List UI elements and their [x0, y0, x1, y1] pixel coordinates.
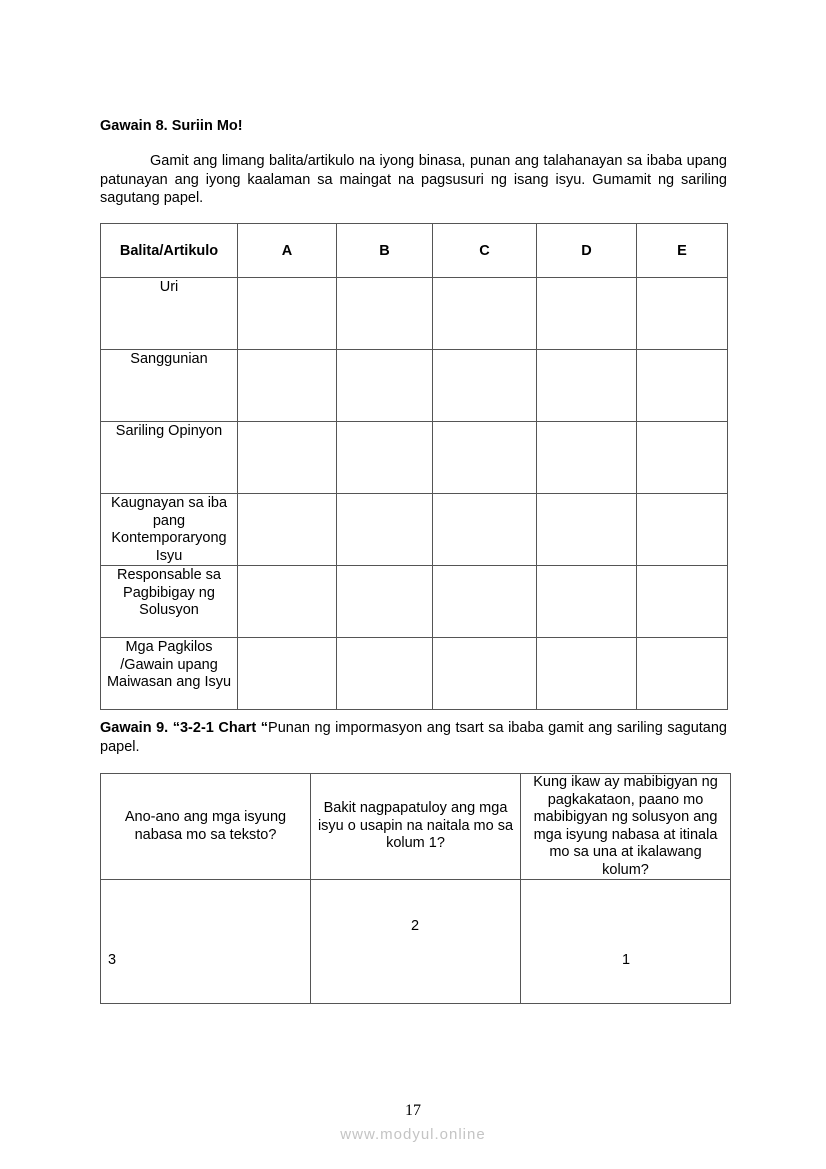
- count-label: 2: [411, 918, 420, 934]
- answer-cell[interactable]: [637, 422, 728, 494]
- header-d: D: [537, 224, 637, 278]
- row-label-responsable: Responsable sa Pagbibigay ng Solusyon: [101, 566, 238, 638]
- answer-cell[interactable]: [433, 494, 537, 566]
- answer-cell[interactable]: [433, 350, 537, 422]
- answer-cell[interactable]: [637, 566, 728, 638]
- table-row: [101, 422, 728, 494]
- answer-cell[interactable]: [637, 638, 728, 710]
- header-balita: Balita/Artikulo: [101, 224, 238, 278]
- table-header-row: [101, 774, 731, 880]
- answer-cell[interactable]: [238, 350, 337, 422]
- count-label: 3: [108, 952, 117, 968]
- answer-cell[interactable]: [433, 278, 537, 350]
- answer-cell[interactable]: [537, 494, 637, 566]
- answer-cell-1[interactable]: [521, 880, 731, 1004]
- answer-cell[interactable]: [337, 350, 433, 422]
- row-label-pagkilos: Mga Pagkilos /Gawain upang Maiwasan ang Isyu: [101, 638, 238, 710]
- answer-cell[interactable]: [537, 566, 637, 638]
- answer-cell[interactable]: [238, 278, 337, 350]
- header-col3: Kung ikaw ay mabibigyan ng pagkakataon, paano mo mabibigyan ng solusyon ang mga isyung nabasa at itinala mo sa una at ikalawang kolum?: [521, 774, 731, 880]
- answer-cell[interactable]: [337, 638, 433, 710]
- answer-cell[interactable]: [637, 350, 728, 422]
- table-header-row: [101, 224, 728, 278]
- header-c: C: [433, 224, 537, 278]
- header-a: A: [238, 224, 337, 278]
- answer-cell[interactable]: [433, 422, 537, 494]
- answer-cell[interactable]: [238, 422, 337, 494]
- row-label-sanggunian: Sanggunian: [101, 350, 238, 422]
- answer-cell[interactable]: [537, 422, 637, 494]
- answer-cell[interactable]: [433, 566, 537, 638]
- answer-cell[interactable]: [433, 638, 537, 710]
- table-row: [101, 566, 728, 638]
- answer-cell-2[interactable]: [311, 880, 521, 1004]
- analysis-table: [100, 223, 728, 710]
- table-row: [101, 638, 728, 710]
- answer-cell[interactable]: [337, 278, 433, 350]
- table-row: [101, 880, 731, 1004]
- count-label: 1: [622, 952, 631, 968]
- answer-cell[interactable]: [337, 422, 433, 494]
- row-label-opinyon: Sariling Opinyon: [101, 422, 238, 494]
- answer-cell[interactable]: [337, 566, 433, 638]
- activity9-instructions: Punan ng impormasyon ang tsart sa ibaba gamit ang sariling sagutang papel.: [100, 720, 727, 755]
- answer-cell-3[interactable]: [101, 880, 311, 1004]
- answer-cell[interactable]: [238, 566, 337, 638]
- table-row: [101, 278, 728, 350]
- header-b: B: [337, 224, 433, 278]
- answer-cell[interactable]: [537, 350, 637, 422]
- header-col2: Bakit nagpapatuloy ang mga isyu o usapin na naitala mo sa kolum 1?: [311, 774, 521, 880]
- activity9-paragraph: [100, 719, 727, 756]
- watermark: www.modyul.online: [340, 1126, 486, 1143]
- header-col1: Ano-ano ang mga isyung nabasa mo sa teksto?: [101, 774, 311, 880]
- table-row: [101, 350, 728, 422]
- chart-321-table: [100, 773, 731, 1004]
- activity8-instructions: Gamit ang limang balita/artikulo na iyong binasa, punan ang talahanayan sa ibaba upang patunayan ang iyong kaalaman sa maingat na pagsusuri ng isang isyu. Gumamit ng sariling sagutang papel.: [100, 153, 727, 206]
- answer-cell[interactable]: [238, 494, 337, 566]
- header-e: E: [637, 224, 728, 278]
- answer-cell[interactable]: [337, 494, 433, 566]
- answer-cell[interactable]: [238, 638, 337, 710]
- answer-cell[interactable]: [537, 278, 637, 350]
- row-label-uri: Uri: [101, 278, 238, 350]
- answer-cell[interactable]: [637, 278, 728, 350]
- answer-cell[interactable]: [637, 494, 728, 566]
- table-row: [101, 494, 728, 566]
- answer-cell[interactable]: [537, 638, 637, 710]
- activity8-title: Gawain 8. Suriin Mo!: [100, 118, 243, 134]
- page-number: 17: [405, 1102, 421, 1119]
- row-label-kaugnayan: Kaugnayan sa iba pang Kontemporaryong Isyu: [101, 494, 238, 566]
- activity9-title: Gawain 9. “3-2-1 Chart “: [100, 720, 269, 736]
